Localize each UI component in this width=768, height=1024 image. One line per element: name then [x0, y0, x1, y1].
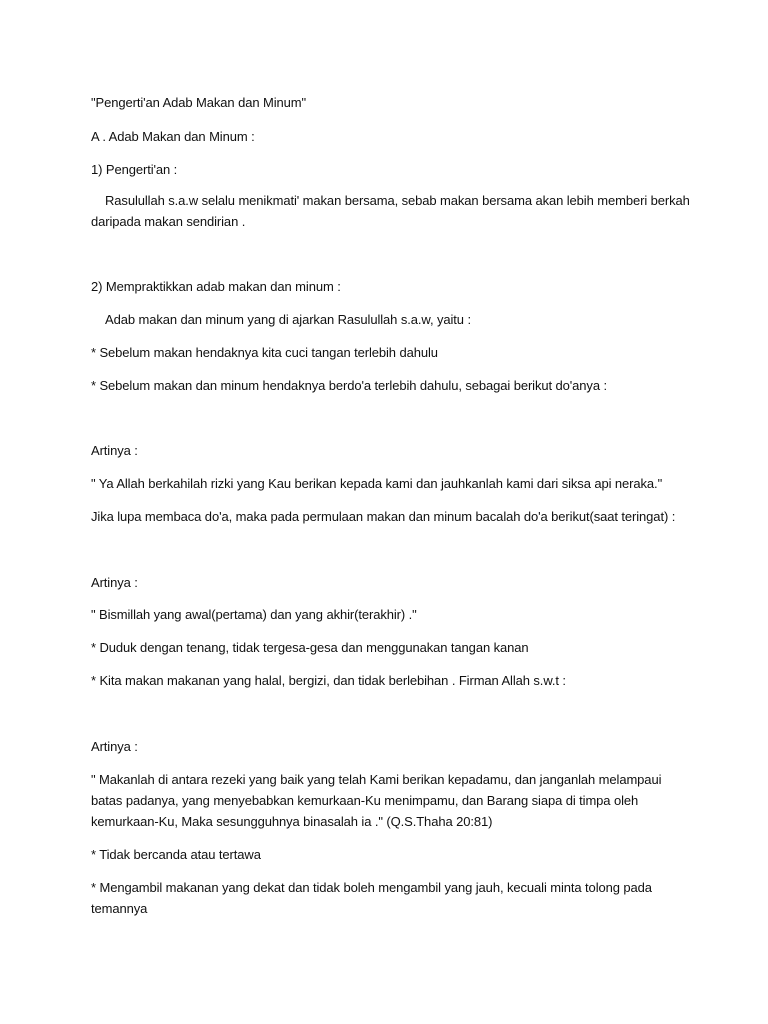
point-2-intro: Adab makan dan minum yang di ajarkan Rasulullah s.a.w, yaitu :	[105, 312, 471, 327]
quran-quote-line-3: kemurkaan-Ku, Maka sesungguhnya binasalah ia ." (Q.S.Thaha 20:81)	[91, 814, 493, 829]
artinya-label-3: Artinya :	[91, 739, 138, 754]
point-2-heading: 2) Mempraktikkan adab makan dan minum :	[91, 279, 341, 294]
point-1-paragraph-line-2: daripada makan sendirian .	[91, 214, 246, 229]
quran-quote-line-1: " Makanlah di antara rezeki yang baik yang telah Kami berikan kepadamu, dan janganlah melampaui	[91, 772, 662, 787]
forgot-prayer-note: Jika lupa membaca do'a, maka pada permulaan makan dan minum bacalah do'a berikut(saat teringat) :	[91, 509, 676, 524]
bullet-take-near-line-2: temannya	[91, 901, 148, 916]
prayer-meaning-2: " Bismillah yang awal(pertama) dan yang akhir(terakhir) ."	[91, 607, 417, 622]
point-1-paragraph-line-1: Rasulullah s.a.w selalu menikmati' makan bersama, sebab makan bersama akan lebih memberi berkah	[105, 193, 690, 208]
bullet-take-near-line-1: * Mengambil makanan yang dekat dan tidak boleh mengambil yang jauh, kecuali minta tolong pada	[91, 880, 652, 895]
quran-quote-line-2: batas padanya, yang menyebabkan kemurkaan-Ku menimpamu, dan Barang siapa di timpa oleh	[91, 793, 639, 808]
bullet-wash-hands: * Sebelum makan hendaknya kita cuci tangan terlebih dahulu	[91, 345, 438, 360]
point-1-heading: 1) Pengerti'an :	[91, 162, 178, 177]
artinya-label-2: Artinya :	[91, 575, 138, 590]
document-title: "Pengerti'an Adab Makan dan Minum"	[91, 95, 306, 110]
bullet-pray-before: * Sebelum makan dan minum hendaknya berdo'a terlebih dahulu, sebagai berikut do'anya :	[91, 378, 607, 393]
prayer-meaning-1: " Ya Allah berkahilah rizki yang Kau berikan kepada kami dan jauhkanlah kami dari siksa api neraka."	[91, 476, 663, 491]
bullet-no-joking: * Tidak bercanda atau tertawa	[91, 847, 261, 862]
section-a-heading: A . Adab Makan dan Minum :	[91, 129, 255, 144]
artinya-label-1: Artinya :	[91, 443, 138, 458]
bullet-halal-food: * Kita makan makanan yang halal, bergizi, dan tidak berlebihan . Firman Allah s.w.t :	[91, 673, 566, 688]
bullet-sit-calmly: * Duduk dengan tenang, tidak tergesa-gesa dan menggunakan tangan kanan	[91, 640, 529, 655]
